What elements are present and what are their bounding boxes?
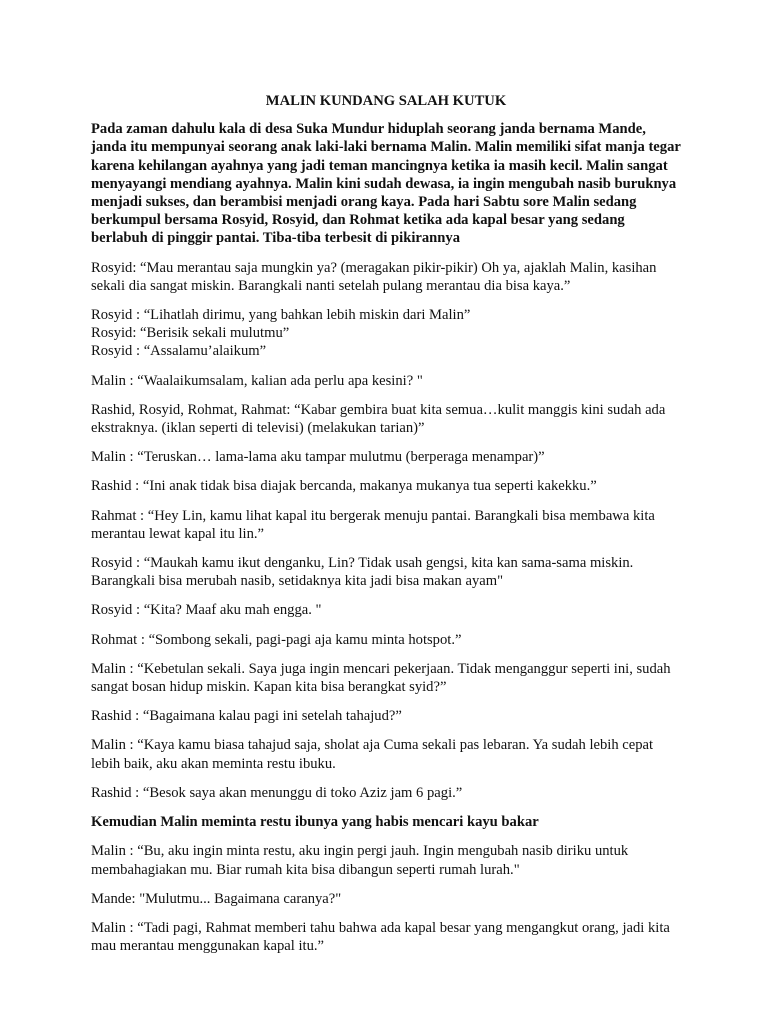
dialogue-paragraph: Rahmat : “Hey Lin, kamu lihat kapal itu bergerak menuju pantai. Barangkali bisa membawa kita merantau lewat kapal itu lin.”	[91, 507, 655, 542]
dialogue-paragraph: Malin : “Waalaikumsalam, kalian ada perlu apa kesini? "	[91, 372, 423, 389]
dialogue-paragraph: Malin : “Bu, aku ingin minta restu, aku ingin pergi jauh. Ingin mengubah nasib diriku untuk membahagiakan mu. Biar rumah kita bisa dibangun seperti rumah lurah."	[91, 843, 629, 878]
dialogue-line: Rosyid : “Lihatlah dirimu, yang bahkan lebih miskin dari Malin”	[91, 307, 471, 324]
dialogue-paragraph: Rohmat : “Sombong sekali, pagi-pagi aja kamu minta hotspot.”	[91, 631, 462, 648]
dialogue-paragraph: Rashid : “Bagaimana kalau pagi ini setelah tahajud?”	[91, 708, 402, 725]
document-page	[91, 92, 681, 966]
dialogue-paragraph: Rashid, Rosyid, Rohmat, Rahmat: “Kabar gembira buat kita semua…kulit manggis kini sudah ada ekstraknya. (iklan seperti di televisi) (melakukan tarian)”	[91, 401, 666, 437]
dialogue-paragraph: Rosyid: “Mau merantau saja mungkin ya? (meragakan pikir-pikir) Oh ya, ajaklah Malin, kasihan sekali dia sangat miskin. Barangkali nanti setelah pulang merantau dia bisa kaya.”	[91, 259, 657, 294]
dialogue-paragraph: Rashid : “Besok saya akan menunggu di toko Aziz jam 6 pagi.”	[91, 784, 463, 801]
dialogue-line: Rosyid : “Assalamu’alaikum”	[91, 343, 267, 360]
dialogue-paragraph: Rosyid : “Maukah kamu ikut denganku, Lin? Tidak usah gengsi, kita kan sama-sama miskin. Barangkali bisa merubah nasib, setidaknya kita jadi bisa makan ayam"	[91, 555, 634, 590]
dialogue-paragraph: Malin : “Kebetulan sekali. Saya juga ingin mencari pekerjaan. Tidak menganggur seperti ini, sudah sangat bosan hidup miskin. Kapan kita bisa berangkat syid?”	[91, 660, 671, 696]
dialogue-paragraph: Malin : “Tadi pagi, Rahmat memberi tahu bahwa ada kapal besar yang mengangkut orang, jadi kita mau merantau menggunakan kapal itu.”	[91, 919, 670, 955]
dialogue-paragraph: Rashid : “Ini anak tidak bisa diajak bercanda, makanya mukanya tua seperti kakekku.”	[91, 478, 597, 495]
dialogue-paragraph: Rosyid : “Kita? Maaf aku mah engga. "	[91, 602, 322, 619]
document-title: MALIN KUNDANG SALAH KUTUK	[265, 93, 507, 109]
dialogue-paragraph: Mande: "Mulutmu... Bagaimana caranya?"	[91, 890, 342, 907]
dialogue-line: Rosyid: “Berisik sekali mulutmu”	[91, 325, 290, 342]
dialogue-paragraph: Malin : “Kaya kamu biasa tahajud saja, sholat aja Cuma sekali pas lebaran. Ya sudah lebih cepat lebih baik, aku akan meminta restu ibuku.	[91, 737, 654, 772]
narration-paragraph: Kemudian Malin meminta restu ibunya yang habis mencari kayu bakar	[91, 814, 539, 831]
intro-paragraph: Pada zaman dahulu kala di desa Suka Mundur hiduplah seorang janda bernama Mande, janda itu mempunyai seorang anak laki-laki bernama Malin. Malin memiliki sifat manja tegar karena kehilangan ayahnya yang jadi teman mancingnya ketika ia masih kecil. Malin sangat menyayangi mendiang ayahnya. Malin kini sudah dewasa, ia ingin mengubah nasib buruknya menjadi sukses, dan berambisi menjadi orang kaya. Pada hari Sabtu sore Malin sedang berkumpul bersama Rosyid, Rosyid, dan Rohmat ketika ada kapal besar yang sedang berlabuh di pinggir pantai. Tiba-tiba terbesit di pikirannya	[91, 121, 681, 247]
dialogue-group	[91, 306, 681, 361]
dialogue-paragraph: Malin : “Teruskan… lama-lama aku tampar mulutmu (berperaga menampar)”	[91, 449, 545, 466]
